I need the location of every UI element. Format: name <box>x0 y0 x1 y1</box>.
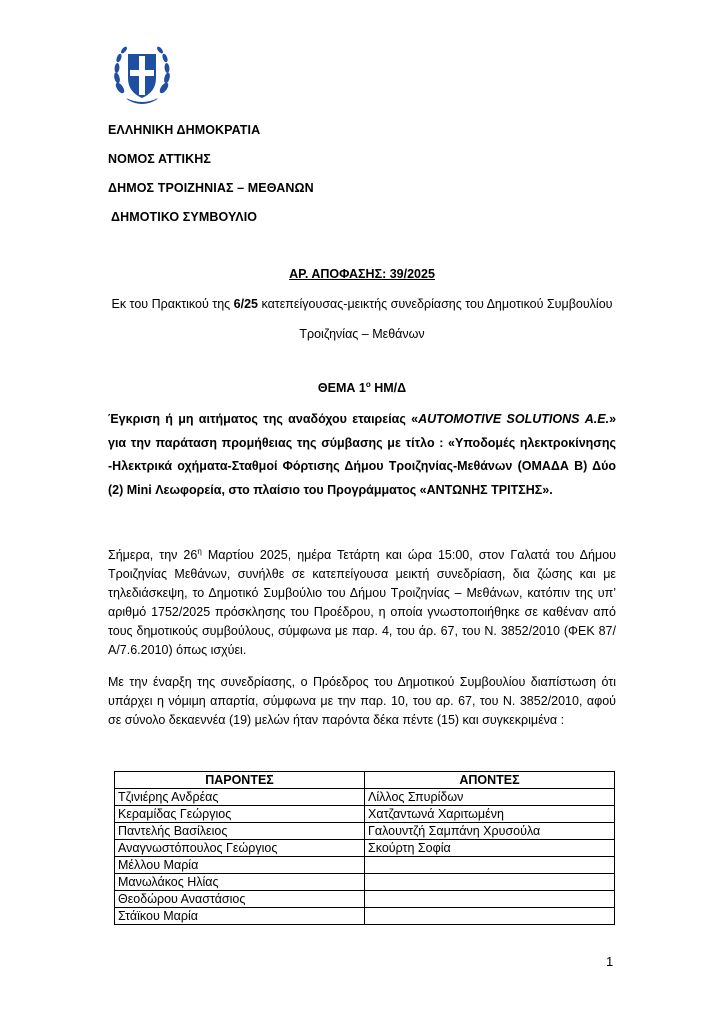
absent-member <box>365 874 615 891</box>
table-row <box>115 857 615 874</box>
page-number: 1 <box>606 954 614 969</box>
table-row <box>115 806 615 823</box>
absent-member <box>365 857 615 874</box>
table-row <box>115 789 615 806</box>
table-row <box>115 891 615 908</box>
present-member: Τζινιέρης Ανδρέας <box>115 789 365 806</box>
absent-member: Γαλουντζή Σαμπάνη Χρυσούλα <box>365 823 615 840</box>
present-member: Παντελής Βασίλειος <box>115 823 365 840</box>
decision-subject: Έγκριση ή μη αιτήματος της αναδόχου εταιρείας «AUTOMOTIVE SOLUTIONS Α.Ε.» για την παράταση προμήθειας της σύμβασης με τίτλο : «Υποδομές ηλεκτροκίνησης -Ηλεκτρικά οχήματα-Σταθμοί Φόρτισης Δήμου Τροιζηνίας-Μεθάνων (ΟΜΑΔΑ Β) Δύο (2) Mini Λεωφορεία, στο πλαίσιο του Προγράμματος «ΑΝΤΩΝΗΣ ΤΡΙΤΣΗΣ». <box>108 412 617 497</box>
present-member: Μέλλου Μαρία <box>115 857 365 874</box>
absent-header: ΑΠΟΝΤΕΣ <box>365 772 615 789</box>
absent-member: Χατζαντωνά Χαριτωμένη <box>365 806 615 823</box>
header-council: ΔΗΜΟΤΙΚΟ ΣΥΜΒΟΥΛΙΟ <box>111 210 258 224</box>
present-header: ΠΑΡΟΝΤΕΣ <box>115 772 365 789</box>
header-prefecture: ΝΟΜΟΣ ΑΤΤΙΚΗΣ <box>108 152 211 166</box>
coat-of-arms-icon <box>112 42 172 106</box>
attendance-header-row <box>115 772 615 789</box>
header-municipality: ΔΗΜΟΣ ΤΡΟΙΖΗΝΙΑΣ – ΜΕΘΑΝΩΝ <box>108 181 314 195</box>
attendance-table <box>114 771 615 925</box>
present-member: Στάϊκου Μαρία <box>115 908 365 925</box>
meeting-paragraph: Σήμερα, την $26^\eta$ Μαρτίου 2025, ημέρα Τετάρτη και ώρα 15:00, στον Γαλατά του Δήμου Τροιζηνίας Μεθάνων, συνήλθε σε κατεπείγουσα μεικτή συνεδρίαση, δια ζώσης και με τηλεδιάσκεψη, το Δημοτικό Συμβούλιο του Δήμου Τροιζηνίας – Μεθάνων, κατόπιν της υπ’ αριθμό 1752/2025 πρόσκλησης του Προέδρου, η οποία γνωστοποιήθηκε σε καθέναν από τους δημοτικούς συμβούλους, σύμφωνα με παρ. 4, του άρ. 67, του Ν. 3852/2010 (ΦΕΚ 87/Α/7.6.2010) όπως ισχύει. <box>108 546 616 657</box>
minutes-excerpt-line2: Τροιζηνίας – Μεθάνων <box>299 327 425 341</box>
table-row <box>115 874 615 891</box>
decision-number: ΑΡ. ΑΠΟΦΑΣΗΣ: 39/2025 <box>289 267 435 281</box>
table-row <box>115 908 615 925</box>
absent-member: Λίλλος Σπυρίδων <box>365 789 615 806</box>
absent-member <box>365 908 615 925</box>
absent-member: Σκούρτη Σοφία <box>365 840 615 857</box>
present-member: Μανωλάκος Ηλίας <box>115 874 365 891</box>
present-member: Αναγνωστόπουλος Γεώργιος <box>115 840 365 857</box>
header-country: ΕΛΛΗΝΙΚΗ ΔΗΜΟΚΡΑΤΙΑ <box>108 123 261 137</box>
absent-member <box>365 891 615 908</box>
topic-title: ΘΕΜΑ $1^o$ ΗΜ/Δ <box>317 379 407 395</box>
table-row <box>115 823 615 840</box>
minutes-excerpt: Εκ του Πρακτικού της 6/25 κατεπείγουσας-μεικτής συνεδρίασης του Δημοτικού Συμβουλίου <box>111 297 613 311</box>
present-member: Θεοδώρου Αναστάσιος <box>115 891 365 908</box>
table-row <box>115 840 615 857</box>
present-member: Κεραμίδας Γεώργιος <box>115 806 365 823</box>
quorum-paragraph: Με την έναρξη της συνεδρίασης, ο Πρόεδρος του Δημοτικού Συμβουλίου διαπίστωση ότι υπάρχει η νόμιμη απαρτία, σύμφωνα με την παρ. 10, του αρ. 67, του Ν. 3852/2010, αφού σε σύνολο δεκαεννέα (19) μελών ήταν παρόντα δέκα πέντε (15) και συγκεκριμένα : <box>108 675 616 727</box>
